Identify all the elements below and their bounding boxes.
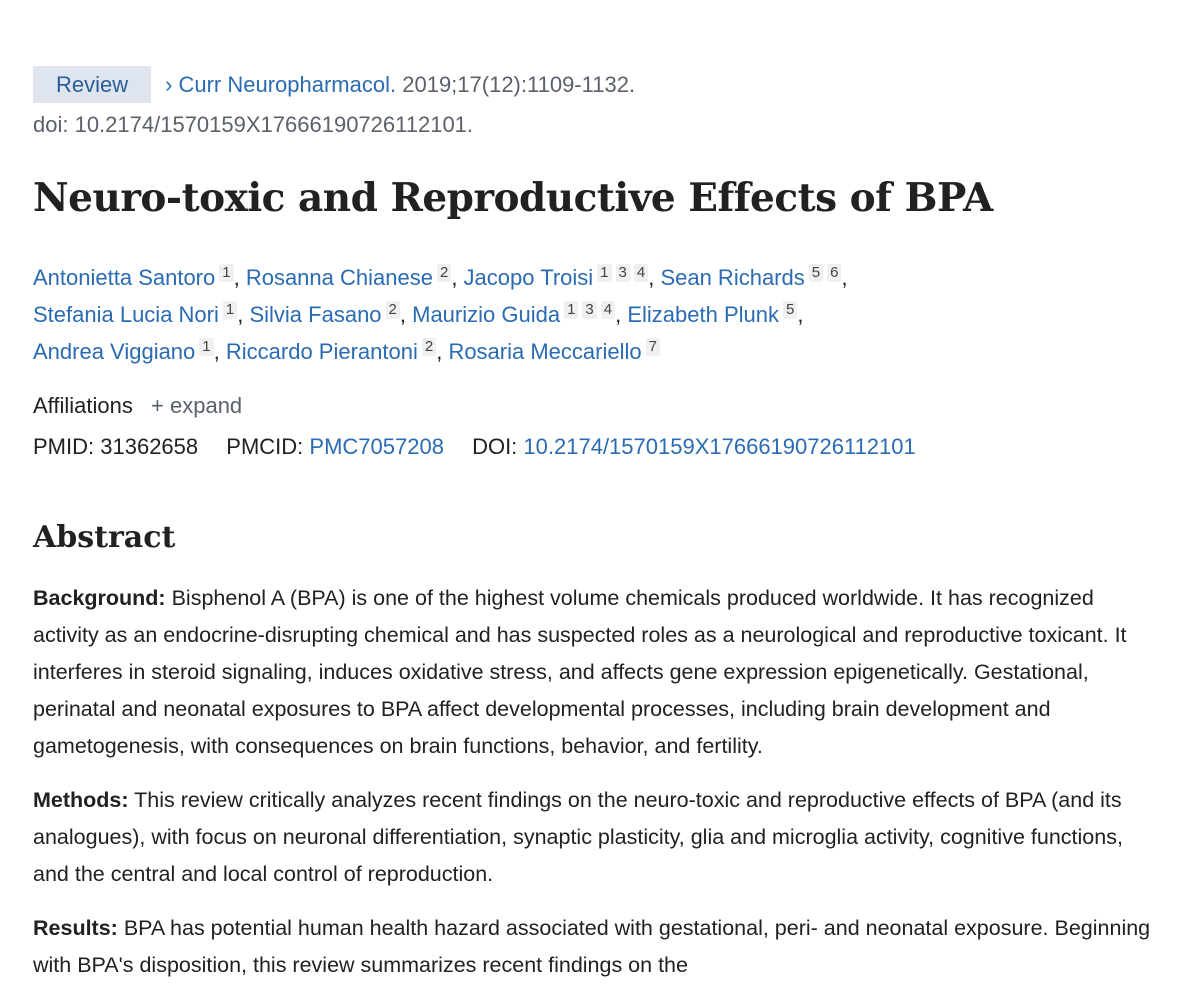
abstract-body	[33, 580, 1153, 1001]
pmcid-link[interactable]: PMC7057208	[309, 434, 444, 459]
section-label: Background:	[33, 586, 166, 610]
affiliation-ref[interactable]: 7	[646, 338, 660, 356]
section-label: Results:	[33, 916, 118, 940]
affiliations-expand-button[interactable]	[151, 393, 242, 418]
affiliations-label: Affiliations	[33, 393, 133, 418]
affiliation-ref[interactable]: 3	[616, 264, 630, 282]
page-title: Neuro-toxic and Reproductive Effects of BPA	[33, 175, 993, 221]
identifiers	[33, 434, 916, 460]
abstract-heading: Abstract	[33, 520, 176, 555]
pmid-value: 31362658	[100, 434, 199, 459]
author-link[interactable]: Stefania Lucia Nori	[33, 302, 219, 327]
section-text: BPA has potential human health hazard associated with gestational, peri- and neonatal exposure. Beginning with BPA's disposition, this review summarizes recent findings on the	[33, 916, 1151, 977]
plus-icon: +	[151, 393, 164, 418]
author	[33, 302, 237, 327]
author-link[interactable]: Riccardo Pierantoni	[225, 339, 418, 364]
section-text: This review critically analyzes recent findings on the neuro-toxic and reproductive effects of BPA (and its analogues), with focus on neuronal differentiation, synaptic plasticity, glia and microglia activity, cognitive functions, and the central and local control of reproduction.	[33, 788, 1123, 886]
author	[249, 302, 399, 327]
affiliation-ref[interactable]: 2	[386, 301, 400, 319]
affiliation-ref[interactable]: 1	[219, 264, 233, 282]
abstract-background	[33, 580, 1153, 765]
affiliation-ref[interactable]: 4	[634, 264, 648, 282]
author-link[interactable]: Sean Richards	[660, 265, 805, 290]
affiliation-ref[interactable]: 6	[827, 264, 841, 282]
author-link[interactable]: Antonietta Santoro	[33, 265, 216, 290]
author-link[interactable]: Elizabeth Plunk	[627, 302, 779, 327]
affiliation-ref[interactable]: 5	[783, 301, 797, 319]
author	[246, 265, 451, 290]
abstract-methods	[33, 782, 1153, 893]
author	[627, 302, 797, 327]
affiliation-ref[interactable]: 2	[422, 338, 436, 356]
citation-line	[33, 66, 635, 104]
affiliation-ref[interactable]: 1	[564, 301, 578, 319]
affiliation-ref[interactable]: 3	[582, 301, 596, 319]
doi-link[interactable]: 10.2174/1570159X17666190726112101	[523, 434, 916, 459]
author	[660, 265, 841, 290]
affiliation-ref[interactable]: 1	[223, 301, 237, 319]
section-label: Methods:	[33, 788, 129, 812]
pmid-label: PMID:	[33, 434, 95, 459]
journal-link[interactable]: Curr Neuropharmacol.	[178, 72, 397, 97]
author	[33, 265, 234, 290]
doi-label: DOI:	[472, 434, 518, 459]
author	[448, 339, 660, 364]
author-link[interactable]: Jacopo Troisi	[463, 265, 594, 290]
section-text: Bisphenol A (BPA) is one of the highest volume chemicals produced worldwide. It has recognized activity as an endocrine-disrupting chemical and has suspected roles as a neurological and reproductive toxicant. It interferes in steroid signaling, induces oxidative stress, and affects gene expression epigenetically. Gestational, perinatal and neonatal exposures to BPA affect developmental processes, including brain development and gametogenesis, with consequences on brain functions, behavior, and fertility.	[33, 586, 1127, 758]
author-link[interactable]: Rosaria Meccariello	[448, 339, 642, 364]
author-link[interactable]: Andrea Viggiano	[33, 339, 196, 364]
author-list: Antonietta Santoro 1 , Rosanna Chianese 2 , Jacopo Troisi 1 3 4 , Sean Richards 5 6 , Stefania Lucia Nori 1 , Silvia Fasano 2 , Maurizio Guida 1 3 4 , Elizabeth Plunk 5 , Andrea Viggiano 1 , Riccardo Pierantoni 2 , Rosaria Meccariello 7	[33, 264, 848, 364]
affiliation-ref[interactable]: 5	[809, 264, 823, 282]
author	[412, 302, 615, 327]
expand-label: expand	[169, 393, 243, 418]
abstract-results	[33, 910, 1153, 984]
affiliation-ref[interactable]: 1	[199, 338, 213, 356]
author	[226, 339, 436, 364]
affiliation-ref[interactable]: 1	[597, 264, 611, 282]
affiliation-ref[interactable]: 2	[437, 264, 451, 282]
author	[33, 339, 214, 364]
affiliations	[33, 393, 242, 419]
author	[464, 265, 649, 290]
author-link[interactable]: Rosanna Chianese	[245, 265, 433, 290]
citation-doi: doi: 10.2174/1570159X17666190726112101.	[33, 112, 474, 137]
affiliation-ref[interactable]: 4	[601, 301, 615, 319]
chevron-right-icon[interactable]: ›	[165, 72, 173, 97]
author-link[interactable]: Silvia Fasano	[249, 302, 382, 327]
author-link[interactable]: Maurizio Guida	[412, 302, 561, 327]
pmcid-label: PMCID:	[226, 434, 304, 459]
article-type-badge: Review	[33, 66, 151, 103]
citation-details: 2019;17(12):1109-1132.	[402, 72, 636, 97]
